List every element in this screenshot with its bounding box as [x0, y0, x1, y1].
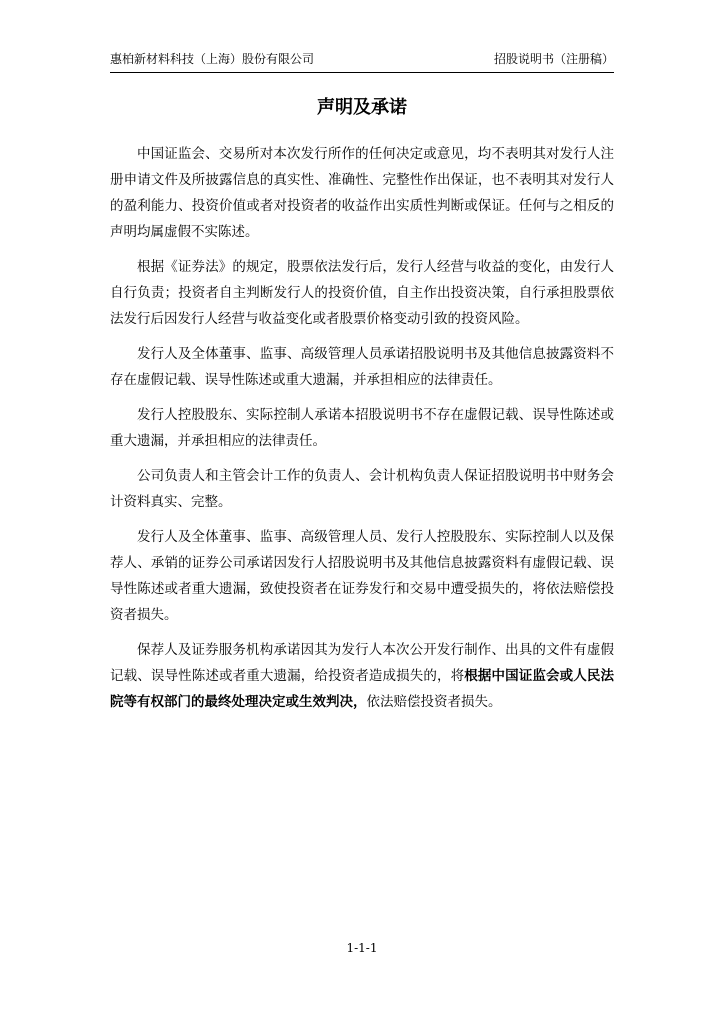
- paragraph-csrc-disclaimer: 中国证监会、交易所对本次发行所作的任何决定或意见，均不表明其对发行人注册申请文件及所披露信息的真实性、准确性、完整性作出保证，也不表明其对发行人的盈利能力、投资价值或者对投资者的收益作出实质性判断或保证。任何与之相反的声明均属虚假不实陈述。: [110, 146, 614, 240]
- paragraph-sponsor-commitment: [110, 637, 614, 715]
- page-number: 1-1-1: [346, 941, 378, 955]
- sponsor-text-end: 依法赔偿投资者损失。: [366, 694, 502, 710]
- paragraph-compensation-commitment: 发行人及全体董事、监事、高级管理人员、发行人控股股东、实际控制人以及保荐人、承销的证券公司承诺因发行人招股说明书及其他信息披露资料有虚假记载、误导性陈述或者重大遗漏，致使投资者在证券发行和交易中遭受损失的，将依法赔偿投资者损失。: [110, 529, 614, 623]
- paragraph-financial-guarantee: 公司负责人和主管会计工作的负责人、会计机构负责人保证招股说明书中财务会计资料真实、完整。: [110, 468, 614, 510]
- paragraph-directors-commitment: 发行人及全体董事、监事、高级管理人员承诺招股说明书及其他信息披露资料不存在虚假记载、误导性陈述或重大遗漏，并承担相应的法律责任。: [110, 346, 614, 388]
- paragraph-securities-law: 根据《证券法》的规定，股票依法发行后，发行人经营与收益的变化，由发行人自行负责；投资者自主判断发行人的投资价值，自主作出投资决策，自行承担股票依法发行后因发行人经营与收益变化或者股票价格变动引致的投资风险。: [110, 259, 614, 327]
- page-header: [110, 50, 614, 73]
- header-company-name: 惠柏新材料科技（上海）股份有限公司: [110, 52, 315, 66]
- statement-body: [110, 141, 614, 724]
- page-title: 声明及承诺: [317, 97, 407, 118]
- header-document-type: 招股说明书（注册稿）: [493, 52, 614, 66]
- sponsor-text-start: 保荐人及证券服务机构承诺因其为发行人本次公开发行制作、出具的文件有虚假记载、误导性陈述或者重大遗漏，给投资者造成损失的，将: [110, 642, 614, 684]
- sponsor-text-bold: 根据中国证监会或人民法院等有权部门的最终处理决定或生效判决，: [110, 668, 614, 710]
- paragraph-controller-commitment: 发行人控股股东、实际控制人承诺本招股说明书不存在虚假记载、误导性陈述或重大遗漏，并承担相应的法律责任。: [110, 407, 614, 449]
